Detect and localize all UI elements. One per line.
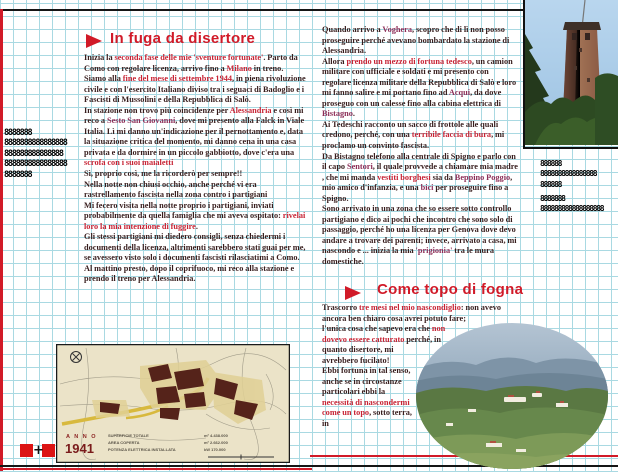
map-row-value: m² 2.662.000 bbox=[204, 440, 228, 445]
tower-photo-image bbox=[525, 0, 618, 145]
valley-photo bbox=[416, 323, 608, 469]
paragraph: Gli stessi partigiani mi diedero consigli, senza chiedermi i documenti della licenza, altrimenti sarebbero stati guai per me, se avessero visto solo i documenti fascisti rilasciatimi a Como. bbox=[84, 232, 306, 263]
redacted-line: 8888888888888888 bbox=[4, 138, 67, 149]
redacted-line: 888888888888888888 bbox=[540, 204, 604, 214]
paragraph: Mi fecero visita nella notte proprio i partigiani, inviati probabilmente da quella famiglia che mi aveva ospitato: rivelai loro la mia intenzione di fuggire. bbox=[84, 200, 306, 231]
paragraph: Quando arrivo a Voghera, scopro che di lì non posso proseguire perché avevano bombardato la stazione di Alessandria. bbox=[322, 25, 510, 56]
map-row-label: POTENZA ELETTRICA INSTALLATA bbox=[108, 447, 176, 452]
section-bullet-triangle-icon bbox=[86, 34, 102, 48]
left-red-border bbox=[0, 9, 3, 471]
paragraph: Nella notte non chiusi occhio, anche perché vi era rastrellamento fascista nella zona contro i partigiani bbox=[84, 179, 268, 200]
bottom-red-rule bbox=[0, 468, 312, 470]
valley-photo-image bbox=[416, 323, 608, 469]
paragraph: Ebbi fortuna in tal senso, anche se in circostanze particolari ebbi la necessità di nascondermi come un topo, sotto terra, in bbox=[322, 366, 412, 429]
nav-red-square-right[interactable] bbox=[42, 444, 55, 457]
paragraph: Allora prendo un mezzo di fortuna tedesco, un camion militare con ufficiale e soldati e mi presento con regolare licenza militare della Repubblica di Salò e loro mi fanno salire e mi portano fino ad Acqui, da dove proseguo con un calesse fino alla cabina elettrica di Bistagno. bbox=[322, 56, 517, 119]
section-bullet-triangle-icon bbox=[345, 286, 361, 300]
redacted-text-block-left bbox=[4, 128, 67, 180]
paragraph: Al mattino presto, dopo il coprifuoco, mi reco alla stazione e prendo il treno per Alessandria. bbox=[84, 263, 295, 284]
map-row-label: SUPERFICIE TOTALE bbox=[108, 433, 149, 438]
nav-red-square-left[interactable] bbox=[20, 444, 33, 457]
redacted-line: 888888 bbox=[540, 179, 562, 189]
redacted-line: 888888888888888 bbox=[4, 148, 63, 159]
redacted-text-block-right-a bbox=[540, 159, 596, 190]
left-column-text bbox=[84, 53, 306, 285]
redacted-line: 8888888 bbox=[4, 128, 32, 138]
paragraph: Ai Tedeschi racconto un sacco di frottole alle quali credono, perché, con una terribile faccia di bura, mi proclamo un convinto fascista. bbox=[322, 119, 505, 151]
paragraph: Inizia la seconda fase delle mie 'sventure fortunate'. Parto da Como con regolare licenza, arrivo fino a Milano in treno. bbox=[84, 53, 298, 73]
nav-plus-icon[interactable]: + bbox=[33, 443, 44, 458]
redacted-text-block-right-b bbox=[540, 194, 603, 215]
redacted-line: 8888888 bbox=[4, 169, 32, 180]
map-row-label: AREA COPERTA bbox=[108, 440, 140, 445]
redacted-line: 888888 bbox=[540, 159, 562, 168]
paragraph: Sì, proprio così, me la ricorderò per sempre!! bbox=[84, 169, 243, 179]
redacted-line: 8888888888888888 bbox=[4, 159, 67, 170]
tower-photo bbox=[523, 0, 618, 149]
map-anno-label: A N N O bbox=[66, 434, 98, 440]
plant-map-image bbox=[56, 344, 290, 463]
paragraph: In stazione non trovo più coincidenze per Alessandria e così mi reco a Sesto San Giovanni, dove mi presento alla Falck in Viale Italia. Lì mi danno un'indicazione per il pernottamento e, data la situazione critica del momento, mi danno cena in una casa privata e da dormire in un piccolo gabbiotto, dove c'era una scrofa con i suoi maialetti bbox=[84, 105, 305, 168]
section-title-right: Come topo di fogna bbox=[377, 281, 524, 298]
redacted-line: 8888888888888888 bbox=[540, 169, 597, 179]
paragraph: Siamo alla fine del mese di settembre 1944, in piena rivoluzione civile e con l'esercito Italiano diviso tra i seguaci di Badoglio e i Fascisti di Mussolini e della Repubblica di Salò. bbox=[84, 74, 306, 105]
map-row-value: kW 170.000 bbox=[204, 447, 226, 452]
map-row-value: m² 4.438.000 bbox=[204, 433, 228, 438]
section-title-left: In fuga da disertore bbox=[110, 30, 256, 47]
paragraph: Da Bistagno telefono alla centrale di Spigno e parlo con il capo Sentori, il quale provvede a chiamare mia madre , che mi manda vestiti borghesi sia da Beppino Poggio, mio amico d'infanzia, e una bici per proseguire fino a Spigno. bbox=[322, 151, 518, 203]
plant-map-svg bbox=[56, 344, 290, 463]
map-year-label: 1941 bbox=[65, 441, 94, 456]
right-column-text-top bbox=[322, 25, 519, 268]
top-rule bbox=[0, 9, 523, 11]
paragraph: Trascorro tre mesi nel mio nascondiglio: non avevo ancora ben chiaro cosa avrei potuto fare; l'unica cosa che sapevo era che non dovevo essere catturato perché, in quanto disertore, mi avrebbero fucilato! bbox=[322, 303, 502, 365]
paragraph: Sono arrivato in una zona che so essere sotto controllo partigiano e dico ai pochi che incontro che sono solo di passaggio, perché ho una licenza per Genova dove devo andare a trovare dei parenti; invece, arrivato a casa, mi nascondo e ... inizia la mia 'prigionia' tra le mura domestiche. bbox=[322, 204, 517, 267]
redacted-line: 8888888 bbox=[540, 194, 565, 203]
